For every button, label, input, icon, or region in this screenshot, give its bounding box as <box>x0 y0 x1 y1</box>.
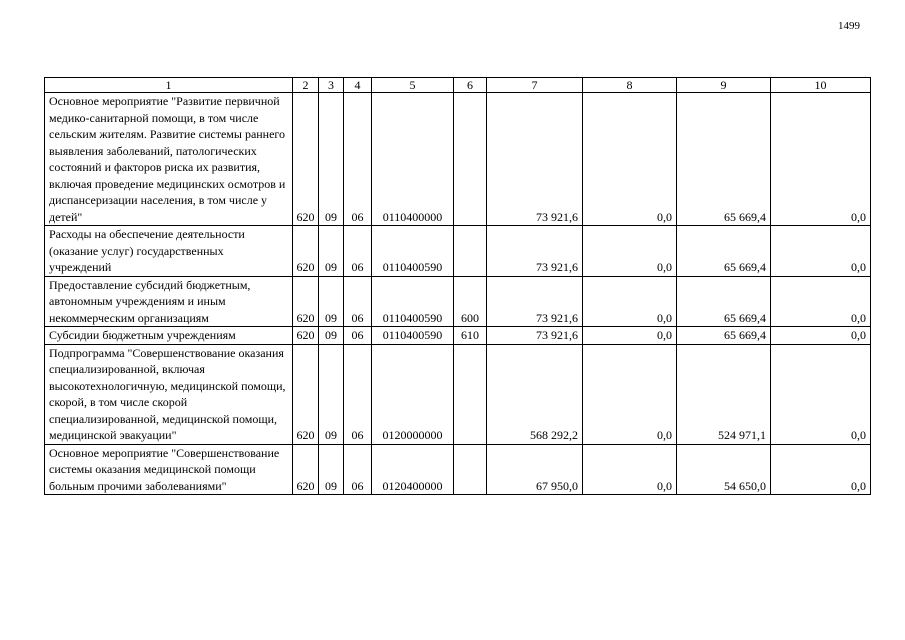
section-code-cell: 09 <box>319 344 344 444</box>
amount-cell: 73 921,6 <box>487 327 583 345</box>
subsection-code-cell: 06 <box>344 276 372 327</box>
amount-cell: 0,0 <box>771 327 871 345</box>
row-name-cell: Подпрограмма "Совершенствование оказания специализированной, включая высокотехнологичную, медицинской помощи, скорой, в том числе скорой специализированной, медицинской помощи, медицинской эвакуации" <box>45 344 293 444</box>
table-row <box>45 344 871 444</box>
target-article-cell: 0120000000 <box>372 344 454 444</box>
amount-cell: 73 921,6 <box>487 276 583 327</box>
ministry-code-cell: 620 <box>293 226 319 277</box>
column-header: 5 <box>372 78 454 93</box>
column-header: 9 <box>677 78 771 93</box>
amount-cell: 524 971,1 <box>677 344 771 444</box>
column-header: 8 <box>583 78 677 93</box>
ministry-code-cell: 620 <box>293 93 319 226</box>
expense-type-cell: 600 <box>454 276 487 327</box>
table-header-row <box>45 78 871 93</box>
expense-type-cell <box>454 444 487 495</box>
amount-cell: 54 650,0 <box>677 444 771 495</box>
subsection-code-cell: 06 <box>344 344 372 444</box>
amount-cell: 0,0 <box>583 276 677 327</box>
target-article-cell: 0120400000 <box>372 444 454 495</box>
amount-cell: 0,0 <box>583 327 677 345</box>
amount-cell: 65 669,4 <box>677 226 771 277</box>
table-row <box>45 276 871 327</box>
amount-cell: 0,0 <box>771 226 871 277</box>
column-header: 7 <box>487 78 583 93</box>
amount-cell: 0,0 <box>583 344 677 444</box>
row-name-cell: Субсидии бюджетным учреждениям <box>45 327 293 345</box>
column-header: 10 <box>771 78 871 93</box>
amount-cell: 73 921,6 <box>487 93 583 226</box>
subsection-code-cell: 06 <box>344 327 372 345</box>
amount-cell: 0,0 <box>771 93 871 226</box>
section-code-cell: 09 <box>319 444 344 495</box>
table-row <box>45 93 871 226</box>
column-header: 4 <box>344 78 372 93</box>
expense-type-cell: 610 <box>454 327 487 345</box>
amount-cell: 65 669,4 <box>677 276 771 327</box>
amount-cell: 65 669,4 <box>677 93 771 226</box>
subsection-code-cell: 06 <box>344 444 372 495</box>
column-header: 1 <box>45 78 293 93</box>
subsection-code-cell: 06 <box>344 226 372 277</box>
amount-cell: 0,0 <box>583 226 677 277</box>
amount-cell: 0,0 <box>583 444 677 495</box>
expense-type-cell <box>454 344 487 444</box>
row-name-cell: Основное мероприятие "Совершенствование системы оказания медицинской помощи больным прочими заболеваниями" <box>45 444 293 495</box>
column-header: 6 <box>454 78 487 93</box>
ministry-code-cell: 620 <box>293 344 319 444</box>
table-row <box>45 226 871 277</box>
amount-cell: 67 950,0 <box>487 444 583 495</box>
ministry-code-cell: 620 <box>293 444 319 495</box>
amount-cell: 0,0 <box>771 444 871 495</box>
row-name-cell: Расходы на обеспечение деятельности (оказание услуг) государственных учреждений <box>45 226 293 277</box>
target-article-cell: 0110400590 <box>372 276 454 327</box>
amount-cell: 0,0 <box>583 93 677 226</box>
subsection-code-cell: 06 <box>344 93 372 226</box>
row-name-cell: Предоставление субсидий бюджетным, автономным учреждениям и иным некоммерческим организациям <box>45 276 293 327</box>
target-article-cell: 0110400000 <box>372 93 454 226</box>
row-name-cell: Основное мероприятие "Развитие первичной медико-санитарной помощи, в том числе сельским жителям. Развитие системы раннего выявления заболеваний, патологических состояний и факторов риска их развития, включая проведение медицинских осмотров и диспансеризации населения, в том числе у детей" <box>45 93 293 226</box>
table-row <box>45 444 871 495</box>
expense-type-cell <box>454 226 487 277</box>
column-header: 2 <box>293 78 319 93</box>
section-code-cell: 09 <box>319 276 344 327</box>
section-code-cell: 09 <box>319 226 344 277</box>
target-article-cell: 0110400590 <box>372 226 454 277</box>
column-header: 3 <box>319 78 344 93</box>
target-article-cell: 0110400590 <box>372 327 454 345</box>
budget-table <box>44 77 871 495</box>
section-code-cell: 09 <box>319 93 344 226</box>
amount-cell: 65 669,4 <box>677 327 771 345</box>
amount-cell: 73 921,6 <box>487 226 583 277</box>
page-number: 1499 <box>838 20 860 32</box>
expense-type-cell <box>454 93 487 226</box>
ministry-code-cell: 620 <box>293 276 319 327</box>
section-code-cell: 09 <box>319 327 344 345</box>
amount-cell: 0,0 <box>771 344 871 444</box>
amount-cell: 568 292,2 <box>487 344 583 444</box>
amount-cell: 0,0 <box>771 276 871 327</box>
table-row <box>45 327 871 345</box>
ministry-code-cell: 620 <box>293 327 319 345</box>
